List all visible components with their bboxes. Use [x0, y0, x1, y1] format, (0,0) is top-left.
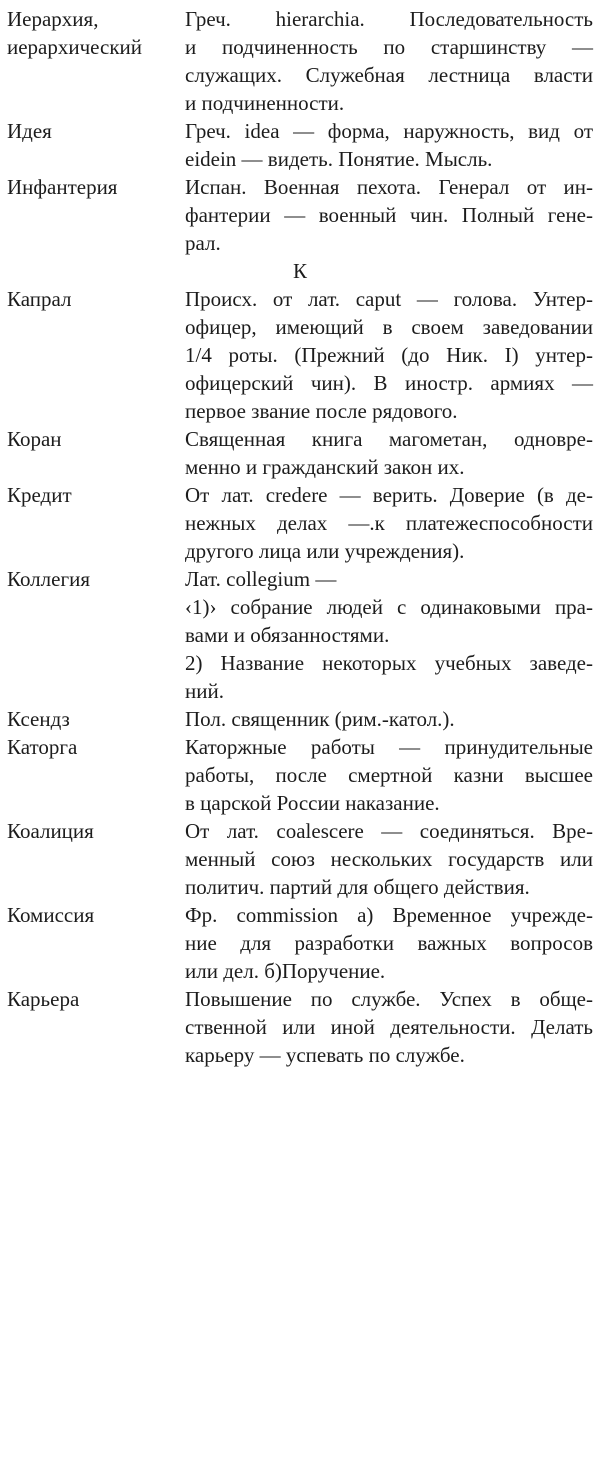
term: Капрал — [7, 287, 72, 311]
definition — [185, 285, 593, 425]
dictionary-entry — [7, 985, 593, 1069]
dictionary-entry — [7, 481, 593, 565]
definition-line: ний. — [185, 679, 224, 703]
definition — [185, 901, 593, 985]
definition-line: ‹1)› собрание людей с одинаковыми пра- — [185, 595, 593, 619]
definition-line: 2) Название некоторых учебных заведе- — [185, 651, 593, 675]
term: Комиссия — [7, 903, 95, 927]
term: Ксендз — [7, 707, 70, 731]
glossary-list — [7, 5, 593, 1069]
definition-line: Греч. idea — форма, наружность, вид от — [185, 119, 593, 143]
definition-line: в царской России наказание. — [185, 791, 440, 815]
definition — [185, 117, 593, 173]
definition-line: Греч. hierarchia. Последовательность — [185, 7, 593, 31]
definition — [185, 173, 593, 257]
definition-line: политич. партий для общего действия. — [185, 875, 530, 899]
definition — [185, 481, 593, 565]
definition-line: Священная книга магометан, одновре- — [185, 427, 593, 451]
dictionary-entry — [7, 565, 593, 705]
definition-line: работы, после смертной казни высшее — [185, 763, 593, 787]
definition-line: фантерии — военный чин. Полный гене- — [185, 203, 593, 227]
term: Коалиция — [7, 819, 94, 843]
definition-line: Испан. Военная пехота. Генерал от ин- — [185, 175, 593, 199]
definition-line: первое звание после рядового. — [185, 399, 458, 423]
definition-line: От лат. credere — верить. Доверие (в де- — [185, 483, 593, 507]
definition-line: Повышение по службе. Успех в обще- — [185, 987, 593, 1011]
term: Каторга — [7, 735, 78, 759]
definition-line: От лат. coalescere — соединяться. Вре- — [185, 819, 593, 843]
term: Иерархия, иерархический — [7, 7, 143, 59]
definition-line: Пол. священник (рим.-катол.). — [185, 707, 455, 731]
definition-line: нежных делах —.к платежеспособности — [185, 511, 593, 535]
term: Карьера — [7, 987, 80, 1011]
term: Коллегия — [7, 567, 90, 591]
definition-line: карьеру — успевать по службе. — [185, 1043, 465, 1067]
definition-line: Фр. commission а) Временное учрежде- — [185, 903, 593, 927]
dictionary-entry — [7, 5, 593, 117]
definition-line: Лат. collegium — — [185, 567, 337, 591]
definition-line: вами и обязанностями. — [185, 623, 390, 647]
dictionary-entry — [7, 733, 593, 817]
definition-line: служащих. Служебная лестница власти — [185, 63, 593, 87]
dictionary-entry — [7, 425, 593, 481]
definition — [185, 817, 593, 901]
definition-line: eidein — видеть. Понятие. Мысль. — [185, 147, 493, 171]
definition-line: ственной или иной деятельности. Делать — [185, 1015, 593, 1039]
dictionary-entry — [7, 817, 593, 901]
definition-line: и подчиненность по старшинству — — [185, 35, 593, 59]
definition-line: офицер, имеющий в своем заведовании — [185, 315, 593, 339]
dictionary-entry — [7, 705, 593, 733]
definition — [185, 425, 593, 481]
definition-line: другого лица или учреждения). — [185, 539, 465, 563]
definition-line: менно и гражданский закон их. — [185, 455, 465, 479]
definition-line: ние для разработки важных вопросов — [185, 931, 593, 955]
definition-line: Происх. от лат. caput — голова. Унтер- — [185, 287, 593, 311]
term: Коран — [7, 427, 62, 451]
dictionary-entry — [7, 285, 593, 425]
definition — [185, 733, 593, 817]
definition — [185, 985, 593, 1069]
definition-line: офицерский чин). В иностр. армиях — — [185, 371, 593, 395]
term: Кредит — [7, 483, 72, 507]
term: Идея — [7, 119, 52, 143]
definition — [185, 5, 593, 117]
dictionary-entry — [7, 173, 593, 257]
dictionary-entry — [7, 117, 593, 173]
definition-line: рал. — [185, 231, 221, 255]
term: Инфантерия — [7, 175, 118, 199]
dictionary-entry — [7, 901, 593, 985]
definition — [185, 565, 593, 705]
definition — [185, 705, 593, 733]
definition-line: или дел. б)Поручение. — [185, 959, 386, 983]
section-letter: К — [292, 259, 307, 283]
definition-line: Каторжные работы — принудительные — [185, 735, 593, 759]
definition-line: менный союз нескольких государств или — [185, 847, 593, 871]
definition-line: 1/4 роты. (Прежний (до Ник. I) унтер- — [185, 343, 593, 367]
definition-line: и подчиненности. — [185, 91, 345, 115]
